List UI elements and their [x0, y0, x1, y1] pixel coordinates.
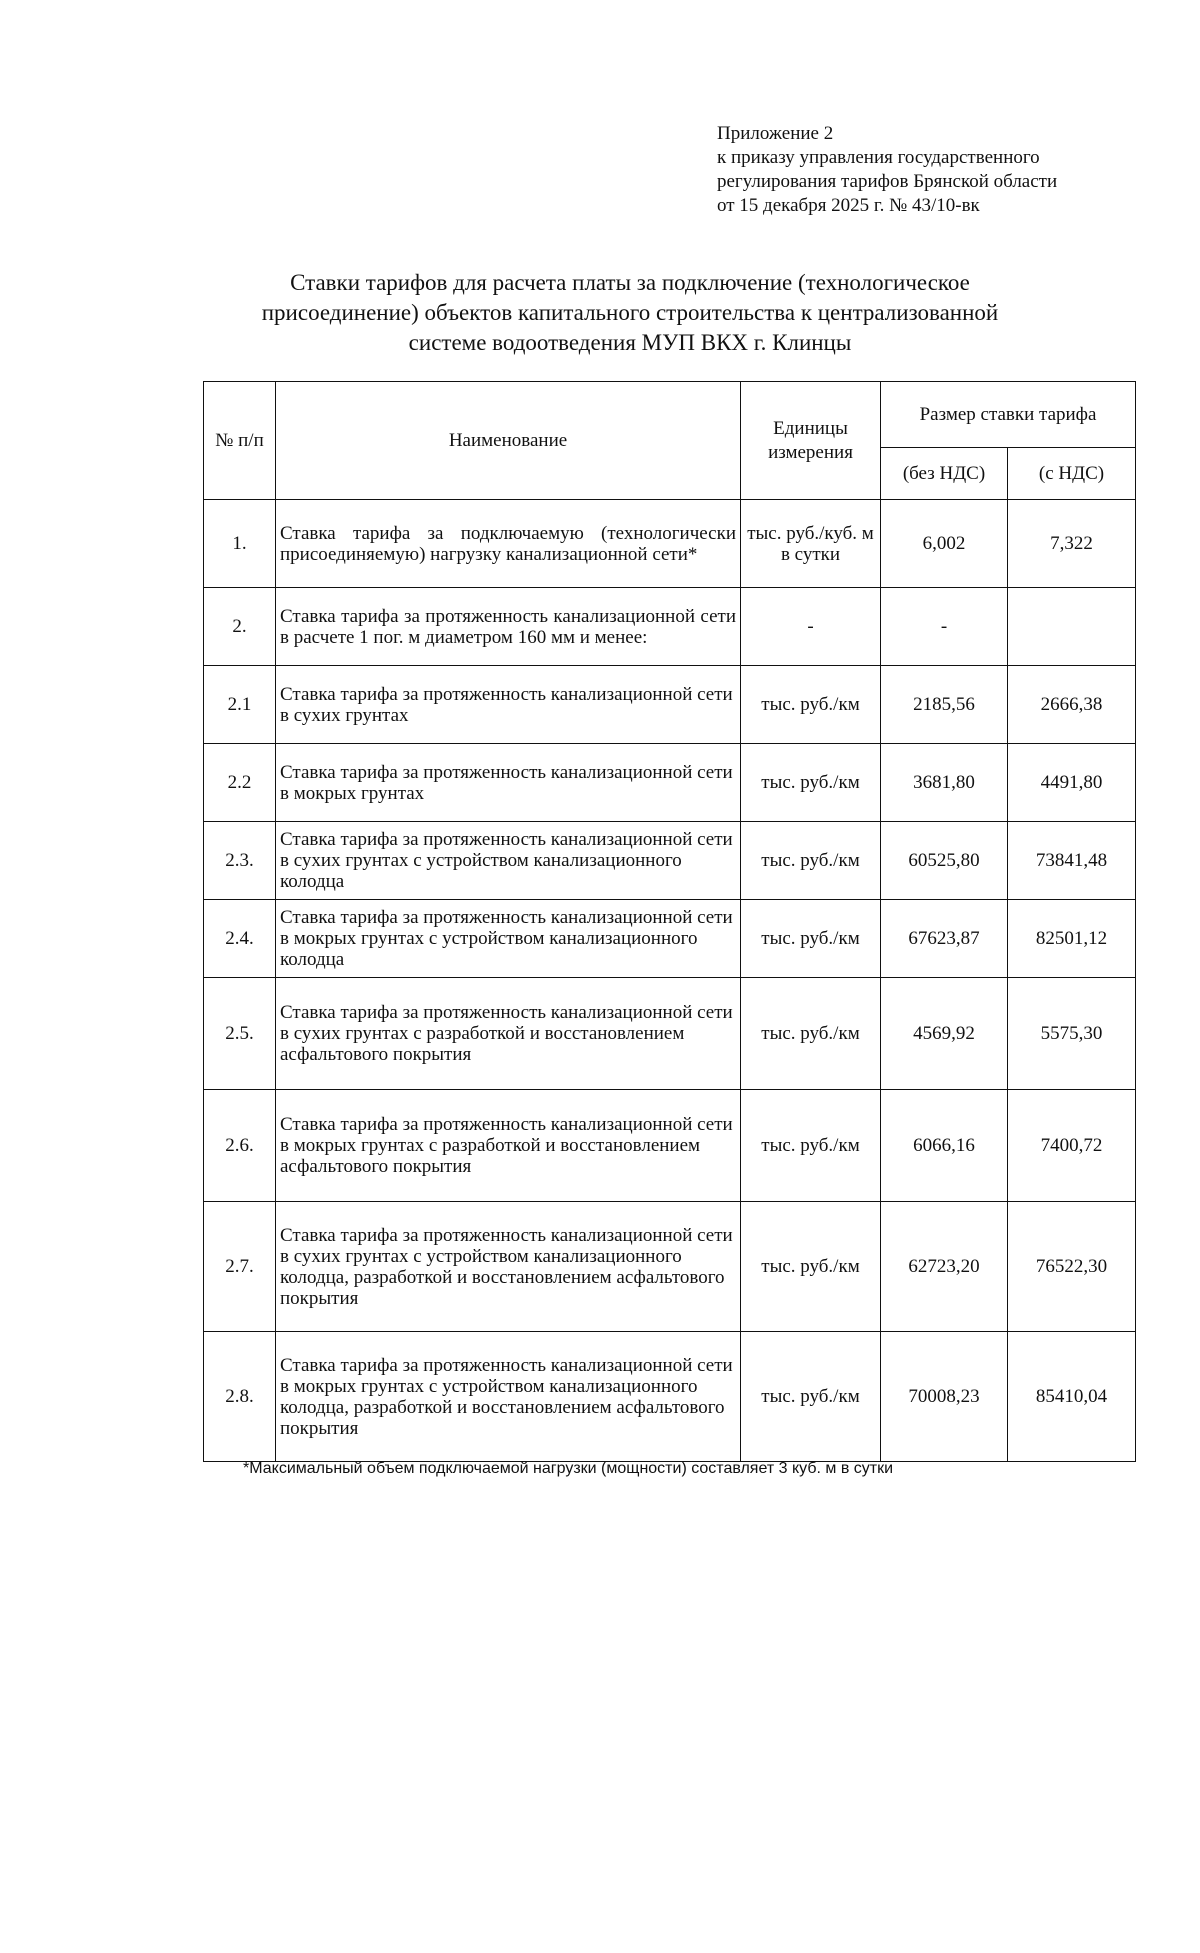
table-row — [204, 1090, 1136, 1202]
row-unit: тыс. руб./км — [741, 822, 881, 900]
table-row — [204, 744, 1136, 822]
header-num: № п/п — [204, 382, 276, 500]
appendix-line: к приказу управления государственного — [717, 147, 1040, 168]
row-without-vat: 3681,80 — [881, 744, 1008, 822]
row-name: Ставка тарифа за протяженность канализационной сети в мокрых грунтах — [276, 744, 741, 822]
header-unit: Единицы измерения — [741, 382, 881, 500]
appendix-line: Приложение 2 — [717, 123, 834, 144]
row-name: Ставка тарифа за протяженность канализационной сети в сухих грунтах — [276, 666, 741, 744]
row-without-vat: 4569,92 — [881, 978, 1008, 1090]
row-unit: - — [741, 588, 881, 666]
row-name: Ставка тарифа за протяженность канализационной сети в мокрых грунтах с разработкой и восстановлением асфальтового покрытия — [276, 1090, 741, 1202]
row-with-vat: 7400,72 — [1008, 1090, 1136, 1202]
row-unit: тыс. руб./км — [741, 900, 881, 978]
row-with-vat: 76522,30 — [1008, 1202, 1136, 1332]
row-without-vat: 2185,56 — [881, 666, 1008, 744]
row-without-vat: 62723,20 — [881, 1202, 1008, 1332]
row-without-vat: 6066,16 — [881, 1090, 1008, 1202]
table-row — [204, 666, 1136, 744]
table-row — [204, 978, 1136, 1090]
table-row — [204, 588, 1136, 666]
row-without-vat: 70008,23 — [881, 1332, 1008, 1462]
row-unit: тыс. руб./км — [741, 1090, 881, 1202]
row-without-vat: 6,002 — [881, 500, 1008, 588]
row-unit: тыс. руб./км — [741, 666, 881, 744]
row-num: 2.8. — [204, 1332, 276, 1462]
row-name: Ставка тарифа за протяженность канализационной сети в мокрых грунтах с устройством канализационного колодца, разработкой и восстановлением асфальтового покрытия — [276, 1332, 741, 1462]
row-name: Ставка тарифа за протяженность канализационной сети в расчете 1 пог. м диаметром 160 мм и менее: — [276, 588, 741, 666]
title-line: присоединение) объектов капитального строительства к централизованной — [261, 300, 999, 325]
header-with-vat: (с НДС) — [1008, 448, 1136, 500]
row-with-vat: 7,322 — [1008, 500, 1136, 588]
header-name: Наименование — [276, 382, 741, 500]
row-unit: тыс. руб./км — [741, 744, 881, 822]
row-name: Ставка тарифа за протяженность канализационной сети в мокрых грунтах с устройством канализационного колодца — [276, 900, 741, 978]
title-line: системе водоотведения МУП ВКХ г. Клинцы — [408, 330, 852, 355]
row-with-vat: 5575,30 — [1008, 978, 1136, 1090]
document-title — [200, 268, 1060, 358]
row-with-vat: 2666,38 — [1008, 666, 1136, 744]
appendix-line: регулирования тарифов Брянской области — [717, 171, 1058, 192]
row-num: 2. — [204, 588, 276, 666]
table-row — [204, 1332, 1136, 1462]
row-with-vat: 4491,80 — [1008, 744, 1136, 822]
row-without-vat: - — [881, 588, 1008, 666]
row-without-vat: 60525,80 — [881, 822, 1008, 900]
row-name: Ставка тарифа за протяженность канализационной сети в сухих грунтах с устройством канализационного колодца — [276, 822, 741, 900]
table-row — [204, 1202, 1136, 1332]
row-unit: тыс. руб./куб. м в сутки — [741, 500, 881, 588]
row-unit: тыс. руб./км — [741, 978, 881, 1090]
title-line: Ставки тарифов для расчета платы за подключение (технологическое — [290, 270, 970, 295]
tariff-table — [203, 381, 1136, 1462]
header-without-vat: (без НДС) — [881, 448, 1008, 500]
row-name: Ставка тарифа за подключаемую (технологически присоединяемую) нагрузку канализационной сети* — [276, 500, 741, 588]
row-name: Ставка тарифа за протяженность канализационной сети в сухих грунтах с разработкой и восстановлением асфальтового покрытия — [276, 978, 741, 1090]
appendix-reference — [717, 122, 1157, 218]
row-num: 2.2 — [204, 744, 276, 822]
row-num: 2.4. — [204, 900, 276, 978]
row-num: 2.3. — [204, 822, 276, 900]
table-row — [204, 822, 1136, 900]
row-without-vat: 67623,87 — [881, 900, 1008, 978]
table-header-row — [204, 382, 1136, 448]
row-name: Ставка тарифа за протяженность канализационной сети в сухих грунтах с устройством канализационного колодца, разработкой и восстановлением асфальтового покрытия — [276, 1202, 741, 1332]
header-rate: Размер ставки тарифа — [881, 382, 1136, 448]
table-row — [204, 500, 1136, 588]
row-num: 2.5. — [204, 978, 276, 1090]
appendix-line: от 15 декабря 2025 г. № 43/10-вк — [717, 195, 980, 216]
row-with-vat: 73841,48 — [1008, 822, 1136, 900]
row-num: 2.7. — [204, 1202, 276, 1332]
table-row — [204, 900, 1136, 978]
row-unit: тыс. руб./км — [741, 1202, 881, 1332]
row-with-vat — [1008, 588, 1136, 666]
row-num: 2.6. — [204, 1090, 276, 1202]
footnote: *Максимальный объем подключаемой нагрузки (мощности) составляет 3 куб. м в сутки — [243, 1460, 894, 1477]
row-num: 1. — [204, 500, 276, 588]
row-with-vat: 82501,12 — [1008, 900, 1136, 978]
row-with-vat: 85410,04 — [1008, 1332, 1136, 1462]
row-unit: тыс. руб./км — [741, 1332, 881, 1462]
row-num: 2.1 — [204, 666, 276, 744]
